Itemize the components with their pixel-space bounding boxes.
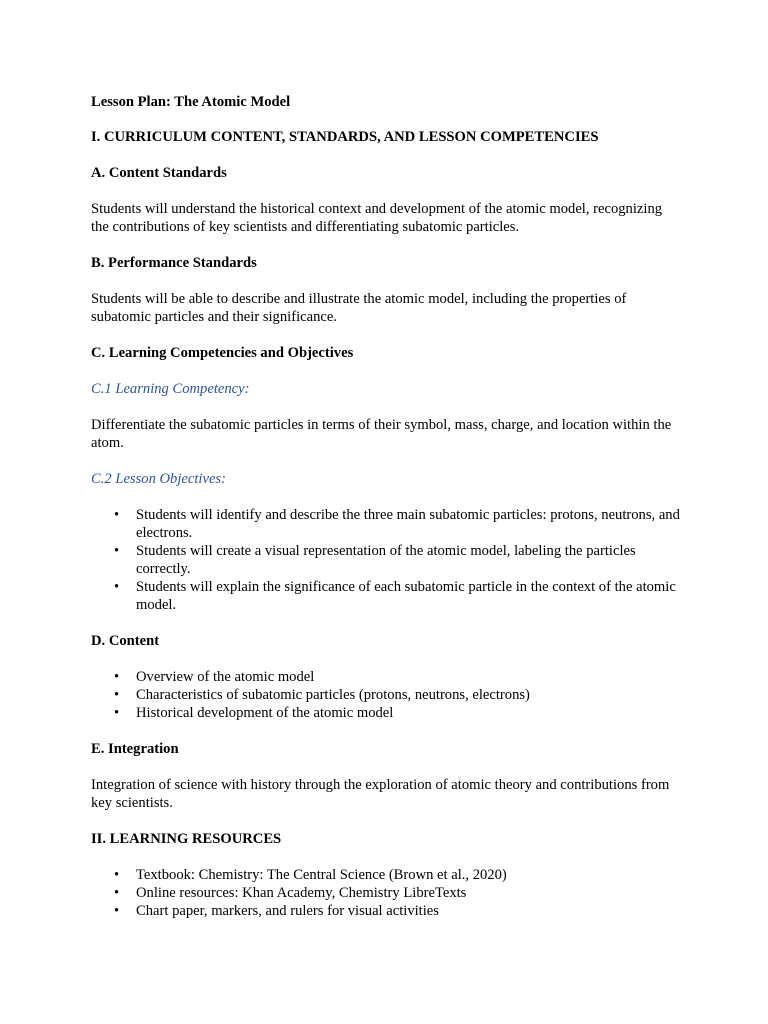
content-standards-heading: A. Content Standards (91, 165, 227, 181)
bullet-icon: • (114, 705, 120, 721)
performance-standards-heading: B. Performance Standards (91, 255, 257, 271)
list-item (114, 668, 681, 686)
list-item (114, 686, 681, 704)
performance-standards-text: Students will be able to describe and illustrate the atomic model, including the properties of subatomic particles and their significance. (91, 291, 627, 325)
bullet-icon: • (114, 903, 120, 919)
content-list (91, 668, 681, 722)
list-item-text: Textbook: Chemistry: The Central Science (Brown et al., 2020) (136, 867, 507, 883)
list-item-text: Students will explain the significance of each subatomic particle in the context of the atomic model. (136, 579, 676, 613)
bullet-icon: • (114, 885, 120, 901)
learning-resources-list (91, 866, 681, 920)
lesson-objectives-subheading: C.2 Lesson Objectives: (91, 471, 226, 487)
list-item (114, 506, 681, 542)
content-heading: D. Content (91, 633, 160, 649)
list-item-text: Students will create a visual representation of the atomic model, labeling the particles correctly. (136, 543, 636, 577)
list-item (114, 542, 681, 578)
list-item-text: Students will identify and describe the three main subatomic particles: protons, neutrons, and electrons. (136, 507, 680, 541)
section-2-heading: II. LEARNING RESOURCES (91, 831, 282, 847)
document-title: Lesson Plan: The Atomic Model (91, 94, 291, 110)
bullet-icon: • (114, 579, 120, 595)
list-item-text: Characteristics of subatomic particles (protons, neutrons, electrons) (136, 687, 530, 703)
list-item-text: Online resources: Khan Academy, Chemistry LibreTexts (136, 885, 467, 901)
lesson-objectives-list (91, 506, 681, 614)
integration-heading: E. Integration (91, 741, 179, 757)
content-standards-text: Students will understand the historical context and development of the atomic model, recognizing the contributions of key scientists and differentiating subatomic particles. (91, 201, 663, 235)
learning-competency-subheading: C.1 Learning Competency: (91, 381, 250, 397)
list-item (114, 884, 681, 902)
list-item-text: Historical development of the atomic model (136, 705, 394, 721)
document-page (91, 93, 681, 938)
list-item (114, 902, 681, 920)
list-item (114, 704, 681, 722)
bullet-icon: • (114, 687, 120, 703)
list-item (114, 866, 681, 884)
learning-competencies-heading: C. Learning Competencies and Objectives (91, 345, 354, 361)
bullet-icon: • (114, 669, 120, 685)
list-item-text: Overview of the atomic model (136, 669, 315, 685)
learning-competency-text: Differentiate the subatomic particles in terms of their symbol, mass, charge, and location within the atom. (91, 417, 672, 451)
bullet-icon: • (114, 543, 120, 559)
bullet-icon: • (114, 867, 120, 883)
section-1-heading: I. CURRICULUM CONTENT, STANDARDS, AND LESSON COMPETENCIES (91, 129, 599, 145)
list-item-text: Chart paper, markers, and rulers for visual activities (136, 903, 439, 919)
list-item (114, 578, 681, 614)
bullet-icon: • (114, 507, 120, 523)
integration-text: Integration of science with history through the exploration of atomic theory and contributions from key scientists. (91, 777, 670, 811)
